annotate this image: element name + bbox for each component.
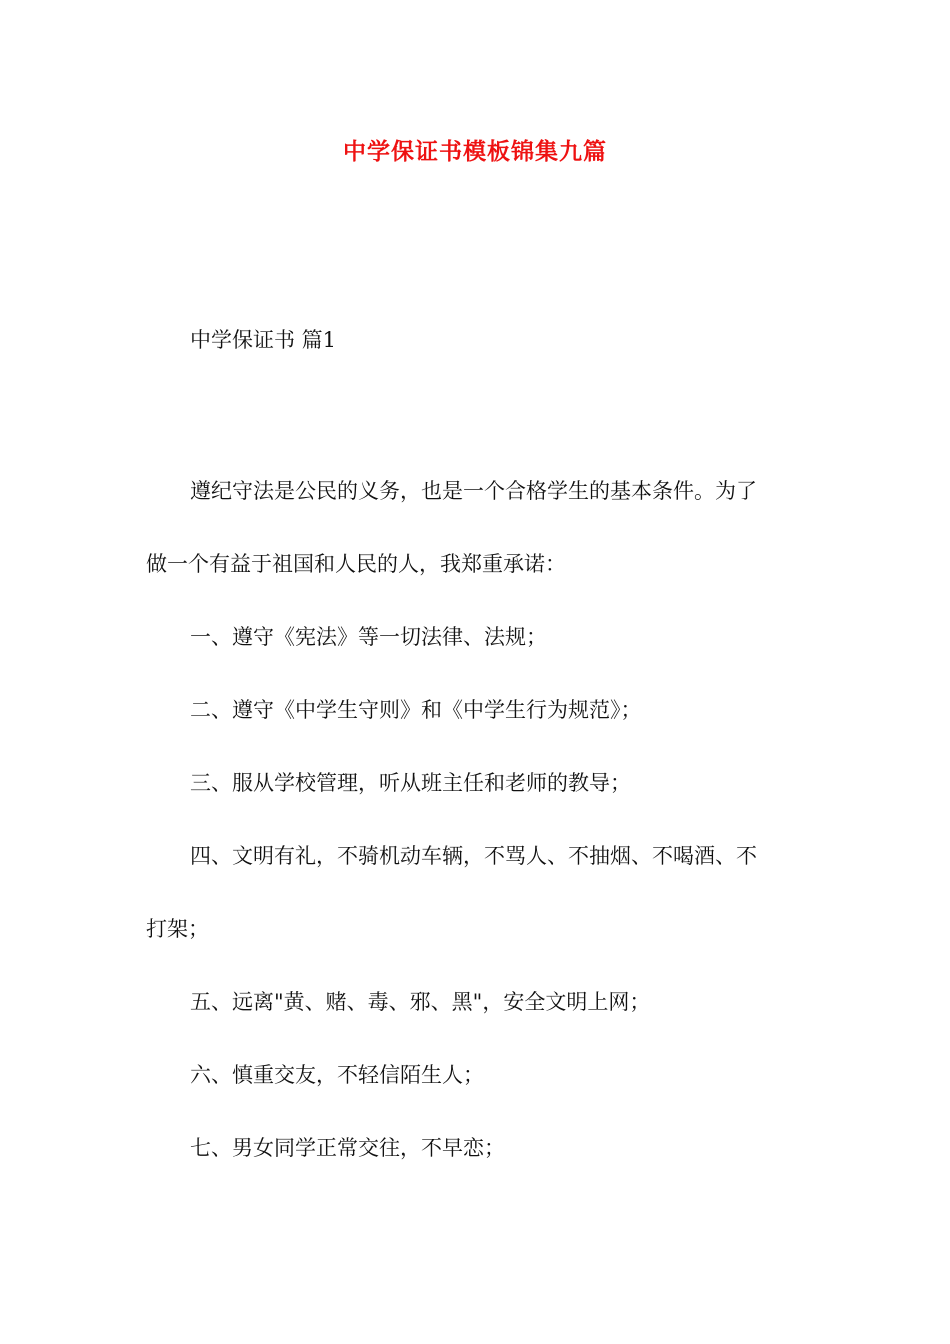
paragraph-line: 遵纪守法是公民的义务，也是一个合格学生的基本条件。为了 (190, 479, 757, 503)
list-item: 六、慎重交友，不轻信陌生人； (190, 1063, 484, 1087)
list-item: 四、文明有礼，不骑机动车辆，不骂人、不抽烟、不喝酒、不 (190, 844, 757, 868)
list-item: 一、遵守《宪法》等一切法律、法规； (190, 625, 547, 649)
list-item: 七、男女同学正常交往，不早恋； (190, 1136, 505, 1160)
section-heading: 中学保证书 篇1 (190, 328, 337, 352)
list-item: 三、服从学校管理，听从班主任和老师的教导； (190, 771, 631, 795)
document-title: 中学保证书模板锦集九篇 (343, 138, 607, 165)
paragraph-line: 做一个有益于祖国和人民的人，我郑重承诺： (146, 552, 566, 576)
list-item: 五、远离"黄、赌、毒、邪、黑"，安全文明上网； (190, 990, 651, 1014)
list-item: 二、遵守《中学生守则》和《中学生行为规范》； (190, 698, 642, 722)
list-item-continuation: 打架； (146, 917, 209, 941)
